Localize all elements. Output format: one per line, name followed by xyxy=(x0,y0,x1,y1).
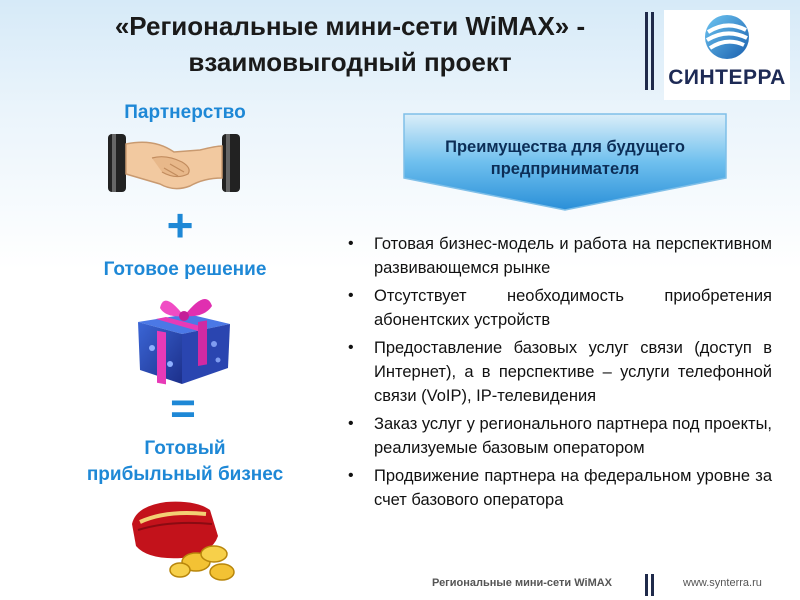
banner-line-2: предпринимателя xyxy=(490,160,640,178)
wallet-coins-icon xyxy=(126,496,238,584)
company-logo xyxy=(664,10,790,100)
handshake-icon xyxy=(104,128,244,198)
page-title xyxy=(60,8,640,80)
title-line-2: взаимовыгодный проект xyxy=(188,47,512,77)
result-label-line-1: Готовый xyxy=(144,438,226,459)
ready-solution-label: Готовое решение xyxy=(103,259,267,280)
partnership-label: Партнерство xyxy=(124,102,246,123)
list-item: • Продвижение партнера на федеральном уровне за счет базового оператора xyxy=(340,464,772,512)
plus-sign: + xyxy=(166,199,194,251)
list-item: • Готовая бизнес-модель и работа на перспективном развивающемся рынке xyxy=(340,232,772,280)
sinterra-logo-icon xyxy=(702,12,752,62)
result-label-line-2: прибыльный бизнес xyxy=(86,464,284,485)
footer-divider-left xyxy=(645,574,648,596)
advantages-banner-text xyxy=(400,136,730,180)
equals-sign: = xyxy=(170,384,196,433)
logo-text: СИНТЕРРА xyxy=(668,66,786,89)
banner-line-1: Преимущества для будущего xyxy=(445,138,685,156)
gift-box-icon xyxy=(130,288,238,388)
footer-divider-right xyxy=(651,574,654,596)
title-line-1: «Региональные мини-сети WiMAX» - xyxy=(114,11,586,41)
title-divider-left xyxy=(645,12,648,90)
list-item: • Заказ услуг у регионального партнера под проекты, реализуемые базовым оператором xyxy=(340,412,772,460)
title-divider-right xyxy=(651,12,654,90)
footer-project-name: Региональные мини-сети WiMAX xyxy=(432,577,613,589)
list-item: • Отсутствует необходимость приобретения абонентских устройств xyxy=(340,284,772,332)
result-label xyxy=(50,436,320,488)
footer-website: www.synterra.ru xyxy=(683,577,762,589)
list-item: • Предоставление базовых услуг связи (доступ в Интернет), а в перспективе – услуги телефонной связи (VoIP), IP-телевидения xyxy=(340,336,772,408)
advantages-list xyxy=(340,232,772,516)
